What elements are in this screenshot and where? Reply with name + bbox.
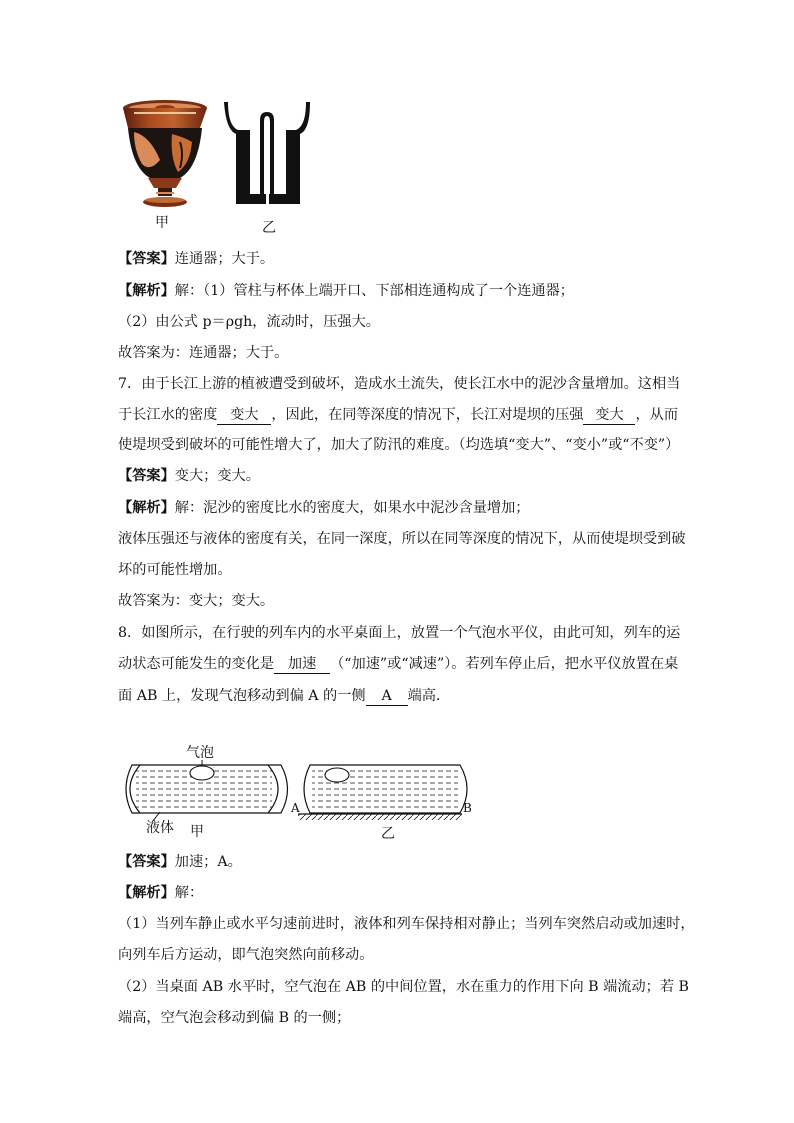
figure2-caption-yi: 乙 [381,826,395,842]
q7-answer [118,466,260,486]
figure2-caption-jia: 甲 [190,824,204,840]
point-b-label: B [463,801,472,815]
q8-analysis-line2: 向列车后方运动，即气泡突然向前移动。 [118,947,374,963]
answer-text: 连通器；大于。 [174,251,275,267]
q6-analysis-line2: （2）由公式 p＝ρgh，流动时，压强大。 [118,314,380,330]
liquid-label: 液体 [146,820,174,836]
figure1-caption-yi: 乙 [262,220,276,236]
q7-conclusion: 故答案为：变大；变大。 [118,593,275,609]
analysis-text: 解： [174,885,204,901]
q8-text-b: （“加速”或“减速”）。若列车停止后，把水平仪放置在桌 [330,656,679,672]
q7-analysis-line2: 液体压强还与液体的密度有关，在同一深度，所以在同等深度的情况下，从而使堤坝受到破 [118,531,686,547]
q8-answer [118,852,242,872]
q8-question-line1: 8．如图所示，在行驶的列车内的水平桌面上，放置一个气泡水平仪，由此可知，列车的运 [118,625,681,641]
answer-text: 加速；A。 [174,854,242,870]
q6-conclusion: 故答案为：连通器；大于。 [118,345,289,361]
q7-analysis-line3: 坏的可能性增加。 [118,562,232,578]
q6-analysis-line1 [118,281,574,301]
q8-question-line3 [118,686,450,706]
analysis-text: 解：泥沙的密度比水的密度大，如果水中泥沙含量增加； [174,500,530,516]
cup-cross-section-diagram [222,100,312,210]
point-a-label: A [291,801,300,815]
q7-text-b: ，因此，在同等深度的情况下，长江对堤坝的压强 [271,407,584,423]
q7-question-line2 [118,405,678,425]
q8-question-line2 [118,654,678,674]
analysis-label: 【解析】 [118,500,175,516]
q6-answer [118,249,274,269]
bubble-label: 气泡 [186,745,214,761]
pythagorean-cup-photo [120,98,210,210]
figure1-caption-jia: 甲 [155,215,169,231]
q8-blank1: 加速 [274,656,330,674]
q7-question-line3: 使堤坝受到破坏的可能性增大了，加大了防汛的难度。（均选填“变大”、“变小”或“不变”） [118,437,680,453]
q7-text-c: ，从而 [635,407,679,423]
answer-label: 【答案】 [118,251,175,267]
q7-blank1: 变大 [217,407,271,425]
q7-question-line1: 7．由于长江上游的植被遭受到破坏，造成水土流失，使长江水中的泥沙含量增加。这相当 [118,376,681,392]
q8-blank2: A [366,688,408,706]
q8-analysis-head [118,883,203,903]
q8-analysis-line1: （1）当列车静止或水平匀速前进时，液体和列车保持相对静止；当列车突然启动或加速时， [118,916,695,932]
answer-text: 变大；变大。 [174,468,260,484]
q8-text-c: 面 AB 上，发现气泡移动到偏 A 的一侧 [118,688,366,704]
q8-text-d: 端高． [407,688,451,704]
q7-analysis-line1 [118,498,529,518]
answer-label: 【答案】 [118,468,175,484]
q7-blank2: 变大 [583,407,635,425]
answer-label: 【答案】 [118,854,175,870]
analysis-label: 【解析】 [118,885,175,901]
q8-analysis-line4: 端高，空气泡会移动到偏 B 的一侧； [118,1010,351,1026]
q8-analysis-line3: （2）当桌面 AB 水平时，空气泡在 AB 的中间位置，水在重力的作用下向 B 端流动；若 B [118,979,689,995]
q7-text-a: 于长江水的密度 [118,407,218,423]
q8-text-a: 动状态可能发生的变化是 [118,656,275,672]
analysis-text: 解：（1）管柱与杯体上端开口、下部相连通构成了一个连通器； [174,283,574,299]
analysis-label: 【解析】 [118,283,175,299]
